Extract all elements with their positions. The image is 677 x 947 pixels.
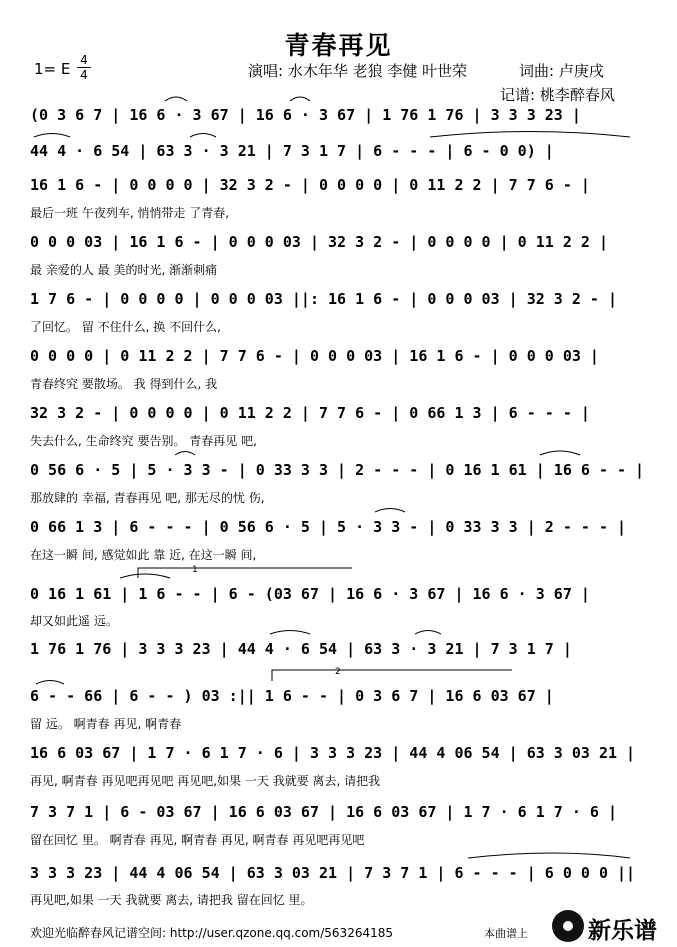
notes-row-3: 16 1 6 - | 0 0 0 0 | 32 3 2 - | 0 0 0 0 | 0 11 2 2 | 7 7 6 - | [30,176,590,194]
volta-1-number: 1 [192,565,198,575]
notes-row-10: 0 16 1 61 | 1 6 - - | 6 - (03 67 | 16 6 · 3 67 | 16 6 · 3 67 | [30,585,590,603]
slur-arc [190,134,216,138]
slur-arc [540,451,580,455]
notes-row-11: 1 76 1 76 | 3 3 3 23 | 44 4 · 6 54 | 63 3 · 3 21 | 7 3 1 7 | [30,640,572,658]
notes-row-12: 6 - - 66 | 6 - - ) 03 :|| 1 6 - - | 0 3 6 7 | 16 6 03 67 | [30,687,554,705]
lyrics-row-10: 却又如此遥 远。 [30,614,118,628]
notes-row-15: 3 3 3 23 | 44 4 06 54 | 63 3 03 21 | 7 3 7 1 | 6 - - - | 6 0 0 0 || [30,864,636,882]
slur-arc [415,631,441,635]
lyrics-row-5: 了回忆。 留 不住什么, 换 不回什么, [30,320,221,334]
slur-arc [175,452,195,456]
slur-arc [270,631,310,635]
slur-arc [468,853,630,858]
lyrics-row-7: 失去什么, 生命终究 要告别。 青春再见 吧, [30,434,257,448]
site-logo [552,908,672,944]
score-title: 青春再见 [284,31,393,60]
slur-arc [36,681,64,685]
logo-text: 新乐谱 [588,918,657,944]
key-signature: 1= E [34,60,71,78]
lyrics-row-14: 留在回忆 里。 啊青春 再见, 啊青春 再见, 啊青春 再见吧再见吧 [30,833,365,847]
notes-row-2: 44 4 · 6 54 | 63 3 · 3 21 | 7 3 1 7 | 6 - - - | 6 - 0 0) | [30,142,554,160]
singers-credit: 演唱: 水木年华 老狼 李健 叶世荣 [248,62,468,80]
record-disc-icon [552,910,584,942]
lyrics-row-6: 青春终究 要散场。 我 得到什么, 我 [30,377,218,391]
time-signature-top: 4 [80,53,88,67]
slur-arc [430,132,630,138]
notes-row-7: 32 3 2 - | 0 0 0 0 | 0 11 2 2 | 7 7 6 - | 0 66 1 3 | 6 - - - | [30,404,590,422]
volta-bracket-1 [138,568,352,578]
notes-row-13: 16 6 03 67 | 1 7 · 6 1 7 · 6 | 3 3 3 23 | 44 4 06 54 | 63 3 03 21 | [30,744,636,762]
slur-arc [34,134,70,138]
lyrics-row-4: 最 亲爱的人 最 美的时光, 渐渐刺痛 [30,263,218,277]
notes-row-1: (0 3 6 7 | 16 6 · 3 67 | 16 6 · 3 67 | 1 76 1 76 | 3 3 3 23 | [30,106,581,124]
slur-arc [290,97,310,101]
slur-arc [165,97,187,101]
slur-arc [375,509,405,513]
notes-row-4: 0 0 0 03 | 16 1 6 - | 0 0 0 03 | 32 3 2 - | 0 0 0 0 | 0 11 2 2 | [30,233,608,251]
footer-link-text: 欢迎光临醉春风记谱空间: http://user.qzone.qq.com/563264185 [30,926,394,940]
footer-right-note: 本曲谱上 [484,927,528,940]
lyrics-row-15: 再见吧,如果 一天 我就要 离去, 请把我 留在回忆 里。 [30,893,313,907]
volta-bracket-2 [272,670,512,681]
lyrics-row-9: 在这一瞬 间, 感觉如此 靠 近, 在这一瞬 间, [30,548,257,562]
lyrics-music-credit: 词曲: 卢庚戌 [519,62,604,80]
lyrics-row-12: 留 远。 啊青春 再见, 啊青春 [30,717,182,731]
lyrics-row-3: 最后一班 午夜列车, 悄悄带走 了青春, [30,206,230,220]
time-signature-bottom: 4 [80,68,88,82]
notes-row-8: 0 56 6 · 5 | 5 · 3 3 - | 0 33 3 3 | 2 - - - | 0 16 1 61 | 16 6 - - | [30,461,645,479]
volta-2-number: 2 [335,667,341,677]
lyrics-row-13: 再见, 啊青春 再见吧再见吧 再见吧,如果 一天 我就要 离去, 请把我 [30,774,381,788]
notes-row-6: 0 0 0 0 | 0 11 2 2 | 7 7 6 - | 0 0 0 03 | 16 1 6 - | 0 0 0 03 | [30,347,599,365]
slur-arc [120,574,170,578]
lyrics-row-8: 那放肆的 幸福, 青春再见 吧, 那无尽的忧 伤, [30,491,265,505]
notes-row-5: 1 7 6 - | 0 0 0 0 | 0 0 0 03 ||: 16 1 6 - | 0 0 0 03 | 32 3 2 - | [30,290,617,308]
transcriber-credit: 记谱: 桃李醉春风 [500,86,615,104]
notes-row-14: 7 3 7 1 | 6 - 03 67 | 16 6 03 67 | 16 6 03 67 | 1 7 · 6 1 7 · 6 | [30,803,617,821]
notes-row-9: 0 66 1 3 | 6 - - - | 0 56 6 · 5 | 5 · 3 3 - | 0 33 3 3 | 2 - - - | [30,518,627,536]
